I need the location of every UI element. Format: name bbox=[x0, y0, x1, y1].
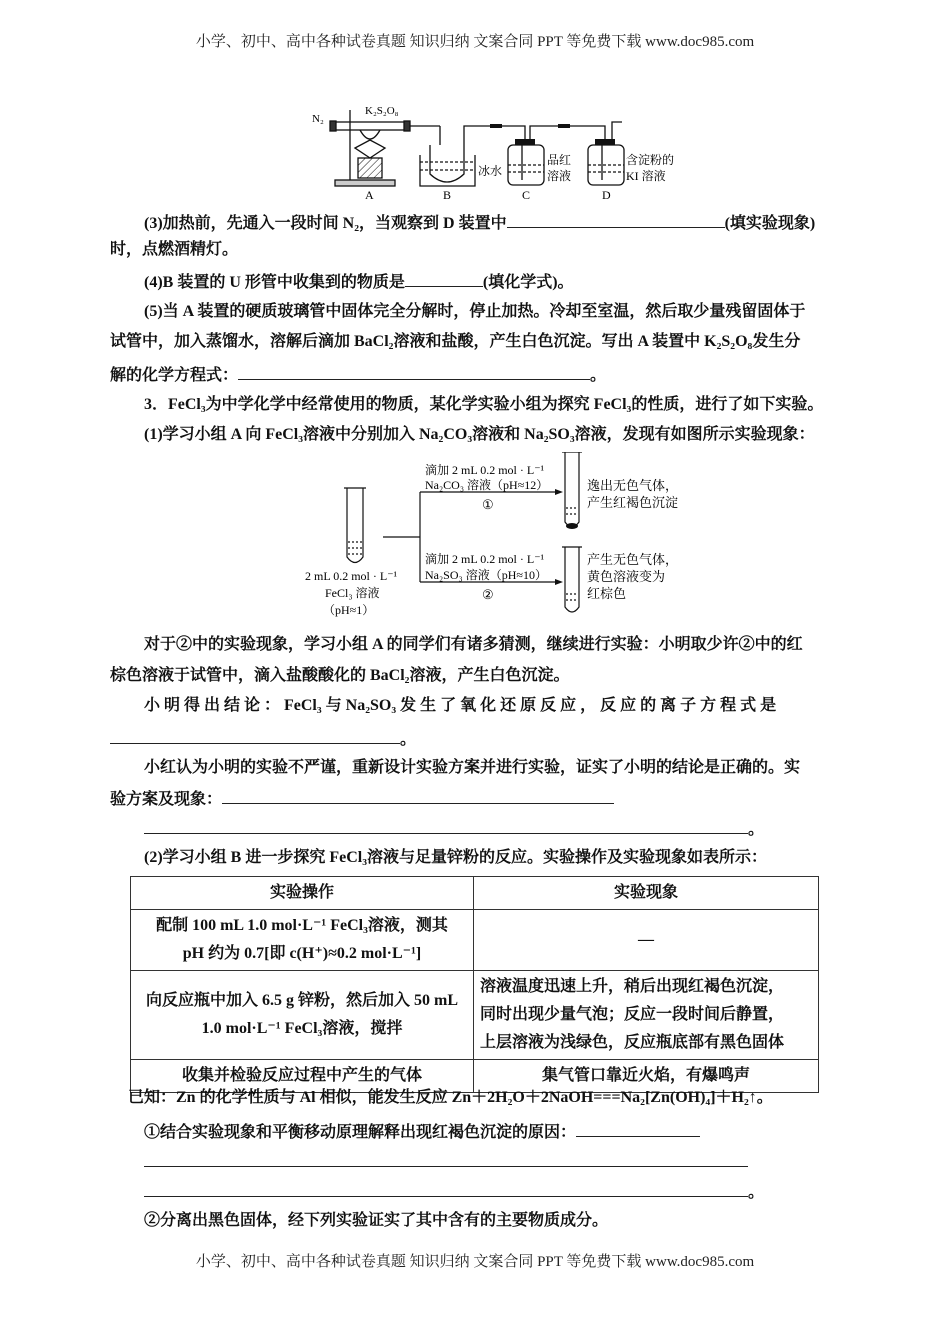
sub1-text: ①结合实验现象和平衡移动原理解释出现红褐色沉淀的原因： bbox=[144, 1124, 577, 1141]
table-row bbox=[131, 910, 819, 971]
apparatus-diagram bbox=[310, 100, 680, 205]
sub-question-1-line3 bbox=[144, 1181, 850, 1203]
xiaohong-line3 bbox=[144, 818, 850, 840]
sub1-blank-1[interactable] bbox=[576, 1121, 700, 1137]
problem-3-title: 3．FeCl₃为中学化学中经常使用的物质，某化学实验小组为探究 FeCl₃的性质，进行了如下实验。 bbox=[144, 396, 824, 413]
result2-line2: 黄色溶液变为 bbox=[587, 569, 666, 584]
xiaohong-line2 bbox=[110, 788, 850, 810]
start-line2: FeCl₃ 溶液 bbox=[325, 586, 380, 600]
xiaohong-label: 验方案及现象： bbox=[110, 791, 223, 808]
table-row bbox=[131, 971, 819, 1060]
question-5-line2: 试管中，加入蒸馏水，溶解后滴加 BaCl₂溶液和盐酸，产生白色沉淀。写出 A 装置中 K₂S₂O₈发生分 bbox=[110, 333, 801, 350]
q4-text-a: (4)B 装置的 U 形管中收集到的物质是 bbox=[144, 274, 405, 291]
q5-answer-blank[interactable] bbox=[238, 364, 590, 380]
period: 。 bbox=[748, 821, 765, 838]
xiaoming-conclusion: 小 明 得 出 结 论 ： FeCl₃ 与 Na₂SO₃ 发 生 了 氧 化 还 原 反 应 ， 反 应 的 离 子 方 程 式 是 bbox=[144, 697, 777, 714]
part2-intro: (2)学习小组 B 进一步探究 FeCl₃溶液与足量锌粉的反应。实验操作及实验现象如表所示： bbox=[144, 849, 768, 866]
label-d-line2: KI 溶液 bbox=[626, 169, 666, 183]
header-operation: 实验操作 bbox=[131, 877, 474, 910]
row1-observation: — bbox=[474, 910, 819, 971]
result2-line3: 红棕色 bbox=[587, 586, 627, 601]
q4-text-b: (填化学式)。 bbox=[482, 274, 574, 291]
page-footer: 小学、初中、高中各种试卷真题 知识归纳 文案合同 PPT 等免费下载 www.doc985.com bbox=[195, 1254, 755, 1270]
op-line: pH 约为 0.7[即 c(H⁺)≈0.2 mol·L⁻¹] bbox=[182, 945, 422, 962]
period: 。 bbox=[400, 731, 417, 748]
k2s2o8-label: K₂S₂O₈ bbox=[365, 105, 399, 117]
op-line: 向反应瓶中加入 6.5 g 锌粉，然后加入 50 mL bbox=[145, 992, 458, 1009]
sub1-blank-2[interactable] bbox=[144, 1151, 748, 1167]
result1-line1: 逸出无色气体， bbox=[587, 478, 679, 493]
branch2-line2: Na₂SO₃ 溶液（pH≈10） bbox=[425, 568, 547, 582]
row3-observation: 集气管口靠近火焰，有爆鸣声 bbox=[474, 1060, 819, 1093]
label-c-line1: 品红 bbox=[547, 153, 572, 167]
q3-text-a: (3)加热前，先通入一段时间 N₂，当观察到 D 装置中 bbox=[144, 215, 507, 232]
branch1-line2: Na₂CO₃ 溶液（pH≈12） bbox=[425, 478, 549, 492]
table-header-row bbox=[131, 877, 819, 910]
scheme-blank-2[interactable] bbox=[144, 818, 748, 834]
branch2-number: ② bbox=[482, 587, 494, 602]
problem-3-part1: (1)学习小组 A 向 FeCl₃溶液中分别加入 Na₂CO₃溶液和 Na₂SO₃溶液，发现有如图所示实验现象： bbox=[144, 426, 815, 443]
sub1-blank-3[interactable] bbox=[144, 1181, 748, 1197]
q5-text: 解的化学方程式： bbox=[110, 367, 239, 384]
question-3-line2: 时，点燃酒精灯。 bbox=[110, 241, 239, 258]
period: 。 bbox=[748, 1184, 765, 1201]
sub-question-1 bbox=[144, 1121, 850, 1143]
xiaoming-answer-line bbox=[110, 728, 850, 750]
xiaohong-line1: 小红认为小明的实验不严谨，重新设计实验方案并进行实验，证实了小明的结论是正确的。实 bbox=[144, 759, 801, 776]
row2-observation bbox=[474, 971, 819, 1060]
label-a: A bbox=[365, 188, 374, 202]
q5-period: 。 bbox=[590, 367, 607, 384]
scheme-blank-1[interactable] bbox=[222, 788, 614, 804]
sub-question-1-line2 bbox=[144, 1151, 850, 1173]
row3-operation: 收集并检验反应过程中产生的气体 bbox=[131, 1060, 474, 1093]
label-c: C bbox=[522, 188, 531, 202]
known-info: 已知：Zn 的化学性质与 Al 相似，能发生反应 Zn＋2H₂O＋2NaOH===Na₂[Zn(OH)₄]＋H₂↑。 bbox=[128, 1089, 773, 1106]
question-4 bbox=[144, 271, 850, 293]
discussion-line1: 对于②中的实验现象，学习小组 A 的同学们有诸多猜测，继续进行实验：小明取少许②中的红 bbox=[144, 636, 803, 653]
q4-answer-blank[interactable] bbox=[405, 271, 483, 287]
label-b-ice-water: 冰水 bbox=[478, 164, 503, 178]
question-5-line3 bbox=[110, 364, 850, 386]
ionic-equation-blank[interactable] bbox=[110, 728, 400, 744]
obs-line: 溶液温度迅速上升，稍后出现红褐色沉淀， bbox=[480, 978, 785, 995]
obs-line: 同时出现少量气泡；反应一段时间后静置， bbox=[480, 1006, 785, 1023]
label-d: D bbox=[602, 188, 611, 202]
label-c-line2: 溶液 bbox=[547, 169, 572, 183]
obs-line: 上层溶液为浅绿色，反应瓶底部有黑色固体 bbox=[480, 1034, 785, 1051]
question-3-line1 bbox=[144, 212, 850, 234]
row1-operation bbox=[131, 910, 474, 971]
experiment-table bbox=[130, 876, 819, 1093]
sub-question-2: ②分离出黑色固体，经下列实验证实了其中含有的主要物质成分。 bbox=[144, 1212, 609, 1229]
label-b: B bbox=[443, 188, 452, 202]
start-line1: 2 mL 0.2 mol · L⁻¹ bbox=[305, 569, 398, 583]
n2-label: N₂ bbox=[312, 113, 324, 125]
flow-diagram bbox=[295, 452, 695, 617]
q3-text-b: (填实验现象) bbox=[724, 215, 816, 232]
branch1-number: ① bbox=[482, 497, 494, 512]
op-line: 配制 100 mL 1.0 mol·L⁻¹ FeCl₃溶液，测其 bbox=[156, 917, 448, 934]
header-observation: 实验现象 bbox=[474, 877, 819, 910]
discussion-line2: 棕色溶液于试管中，滴入盐酸酸化的 BaCl₂溶液，产生白色沉淀。 bbox=[110, 667, 570, 684]
question-5-line1: (5)当 A 装置的硬质玻璃管中固体完全分解时，停止加热。冷却至室温，然后取少量残留固体于 bbox=[144, 303, 806, 320]
branch1-line1: 滴加 2 mL 0.2 mol · L⁻¹ bbox=[425, 463, 545, 477]
result1-line2: 产生红褐色沉淀 bbox=[587, 495, 679, 510]
q3-answer-blank[interactable] bbox=[507, 212, 725, 228]
start-line3: （pH≈1） bbox=[323, 603, 375, 617]
label-d-line1: 含淀粉的 bbox=[626, 153, 675, 167]
page-header: 小学、初中、高中各种试卷真题 知识归纳 文案合同 PPT 等免费下载 www.doc985.com bbox=[195, 34, 755, 50]
result2-line1: 产生无色气体， bbox=[587, 552, 679, 567]
branch2-line1: 滴加 2 mL 0.2 mol · L⁻¹ bbox=[425, 552, 545, 566]
op-line: 1.0 mol·L⁻¹ FeCl₃溶液，搅拌 bbox=[201, 1020, 403, 1037]
row2-operation bbox=[131, 971, 474, 1060]
